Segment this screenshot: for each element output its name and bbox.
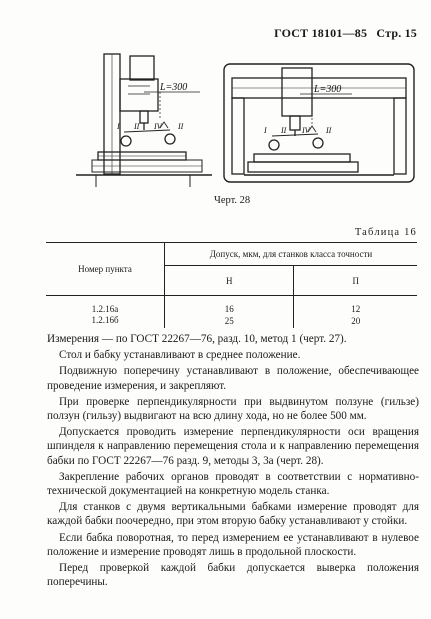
paragraph: Если бабка поворотная, то перед измерением ее устанавливают в нулевое положение и измерение проводят лишь в продольной плоскости. [47, 531, 419, 558]
table-row [46, 314, 417, 328]
body-text [47, 332, 419, 591]
right-mark-4: II [326, 126, 332, 135]
row-value-h: 25 [165, 314, 294, 328]
right-mark-1: I [264, 126, 267, 135]
paragraph: Допускается проводить измерение перпендикулярности оси вращения шпинделя к направлению перемещения стола и к направлению перемещения бабки по ГОСТ 22267—76 разд. 9, методы 3, 3а (черт. 28). [47, 426, 419, 467]
left-mark-1: I [117, 122, 120, 131]
drawing-28 [0, 44, 431, 194]
row-value-p: 20 [294, 314, 417, 328]
column-header-class-h: Н [165, 266, 294, 296]
right-mark-2: II [281, 126, 287, 135]
left-machine-drawing [76, 54, 212, 187]
column-header-group: Допуск, мкм, для станков класса точности [165, 243, 418, 266]
table-label: Таблица 16 [354, 227, 417, 238]
standard-number: ГОСТ 18101—85 [274, 26, 368, 40]
paragraph: Закрепление рабочих органов проводят в соответствии с нормативно-технической документацией на конкретную модель станка. [47, 470, 419, 498]
page-number: Стр. 15 [376, 26, 417, 40]
paragraph: Стол и бабку устанавливают в среднее положение. [59, 349, 301, 362]
paragraph: Подвижную поперечину устанавливают в положение, обеспечивающее проведение измерения, и закрепляют. [47, 365, 419, 392]
row-item: 1.2.16б [91, 315, 119, 325]
paragraph: Для станков с двумя вертикальными бабками измерение проводят для каждой бабки поочередно, при этом вторую бабку устанавливают у стойки. [47, 501, 419, 528]
left-dimension-label: L=300 [160, 82, 188, 93]
right-mark-3: IV [302, 126, 310, 135]
column-header-class-p: П [294, 266, 417, 296]
paragraph: При проверке перпендикулярности при выдвинутом ползуне (гильзе) ползун (гильзу) выдвигают на всю длину хода, но не более 500 мм. [47, 395, 419, 423]
column-header-item: Номер пункта [46, 243, 165, 296]
table-row [46, 296, 417, 315]
left-mark-3: IV [154, 122, 162, 131]
row-value-h: 16 [165, 296, 294, 315]
paragraph: Перед проверкой каждой бабки допускается выверка положения поперечины. [47, 562, 419, 589]
row-value-p: 12 [294, 296, 417, 315]
paragraph: Измерения — по ГОСТ 22267—76, разд. 10, метод 1 (черт. 27). [47, 333, 347, 345]
page-header [268, 26, 417, 41]
right-dimension-label: L=300 [314, 84, 342, 95]
tolerance-table [46, 242, 417, 328]
row-item: 1.2.16а [91, 304, 119, 314]
figure-caption: Черт. 28 [214, 195, 251, 206]
left-mark-4: II [178, 122, 184, 131]
left-mark-2: II [134, 122, 140, 131]
right-machine-drawing [224, 64, 414, 182]
